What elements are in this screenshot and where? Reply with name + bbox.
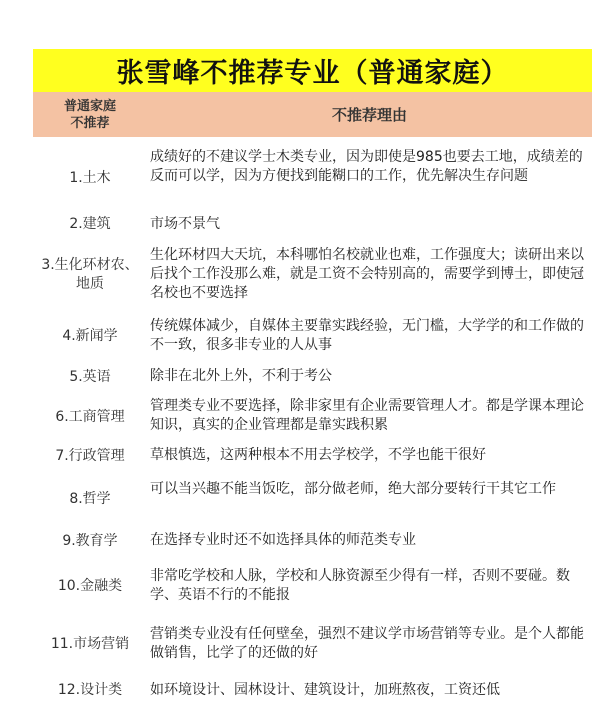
major-name: 10.金融类 — [57, 577, 123, 594]
major-name: 2.建筑 — [69, 216, 111, 232]
reason-text: 在选择专业时还不如选择具体的师范类专业 — [150, 532, 416, 548]
table-row — [33, 622, 592, 666]
table-header — [33, 92, 592, 137]
major-name: 12.设计类 — [57, 681, 123, 698]
reason-text: 非常吃学校和人脉，学校和人脉资源至少得有一样，否则不要碰。数学、英语不行的不能报 — [150, 568, 570, 603]
major-name: 3.生化环材农、地质 — [41, 257, 139, 292]
reason-text: 管理类专业不要选择，除非家里有企业需要管理人才。都是学课本理论知识，真实的企业管理都是靠实践积累 — [150, 398, 584, 433]
table-row — [33, 140, 592, 216]
table-row — [33, 363, 592, 391]
table-row — [33, 677, 592, 703]
header-major-column — [33, 98, 147, 132]
table-row — [33, 564, 592, 608]
major-name: 7.行政管理 — [55, 447, 125, 464]
table-row — [33, 395, 592, 439]
table-row — [33, 209, 592, 240]
table-row — [33, 442, 592, 470]
major-name: 5.英语 — [69, 368, 111, 385]
page-title: 张雪峰不推荐专业（普通家庭） — [33, 49, 592, 92]
major-name: 1.土木 — [69, 169, 111, 186]
major-name: 9.教育学 — [62, 532, 118, 549]
table-row — [33, 527, 592, 555]
reason-text: 成绩好的不建议学士木类专业，因为即使是985也要去工地，成绩差的反而可以学，因为方便找到能糊口的工作，优先解决生存问题 — [150, 149, 583, 184]
table-row — [33, 477, 592, 521]
reason-text: 营销类专业没有任何壁垒，强烈不建议学市场营销等专业。是个人都能做销售，比学了的还做的好 — [150, 626, 584, 661]
reason-text: 如环境设计、园林设计、建筑设计，加班熬夜，工资还低 — [150, 682, 500, 698]
reason-text: 市场不景气 — [150, 216, 220, 232]
major-name: 4.新闻学 — [62, 327, 118, 344]
reason-text: 生化环材四大天坑，本科哪怕名校就业也难，工作强度大；读研出来以后找个工作没那么难，就是工资不会特别高的，需要学到博士，即使冠名校也不要选择 — [150, 247, 584, 301]
table-row — [33, 243, 592, 307]
reason-text: 草根慎选，这两种根本不用去学校学，不学也能干很好 — [150, 447, 486, 463]
major-name: 6.工商管理 — [55, 408, 125, 425]
header-major-line2: 不推荐 — [70, 115, 110, 131]
major-name: 11.市场营销 — [50, 635, 130, 652]
header-reason-column: 不推荐理由 — [331, 106, 407, 124]
reason-text: 除非在北外上外，不利于考公 — [150, 368, 332, 384]
major-name: 8.哲学 — [69, 490, 111, 507]
reason-text: 可以当兴趣不能当饭吃，部分做老师，绝大部分要转行干其它工作 — [150, 481, 556, 497]
header-major-line1: 普通家庭 — [63, 98, 116, 114]
reason-text: 传统媒体减少，自媒体主要靠实践经验，无门槛，大学学的和工作做的不一致，很多非专业的人从事 — [150, 318, 584, 353]
table-row — [33, 314, 592, 358]
